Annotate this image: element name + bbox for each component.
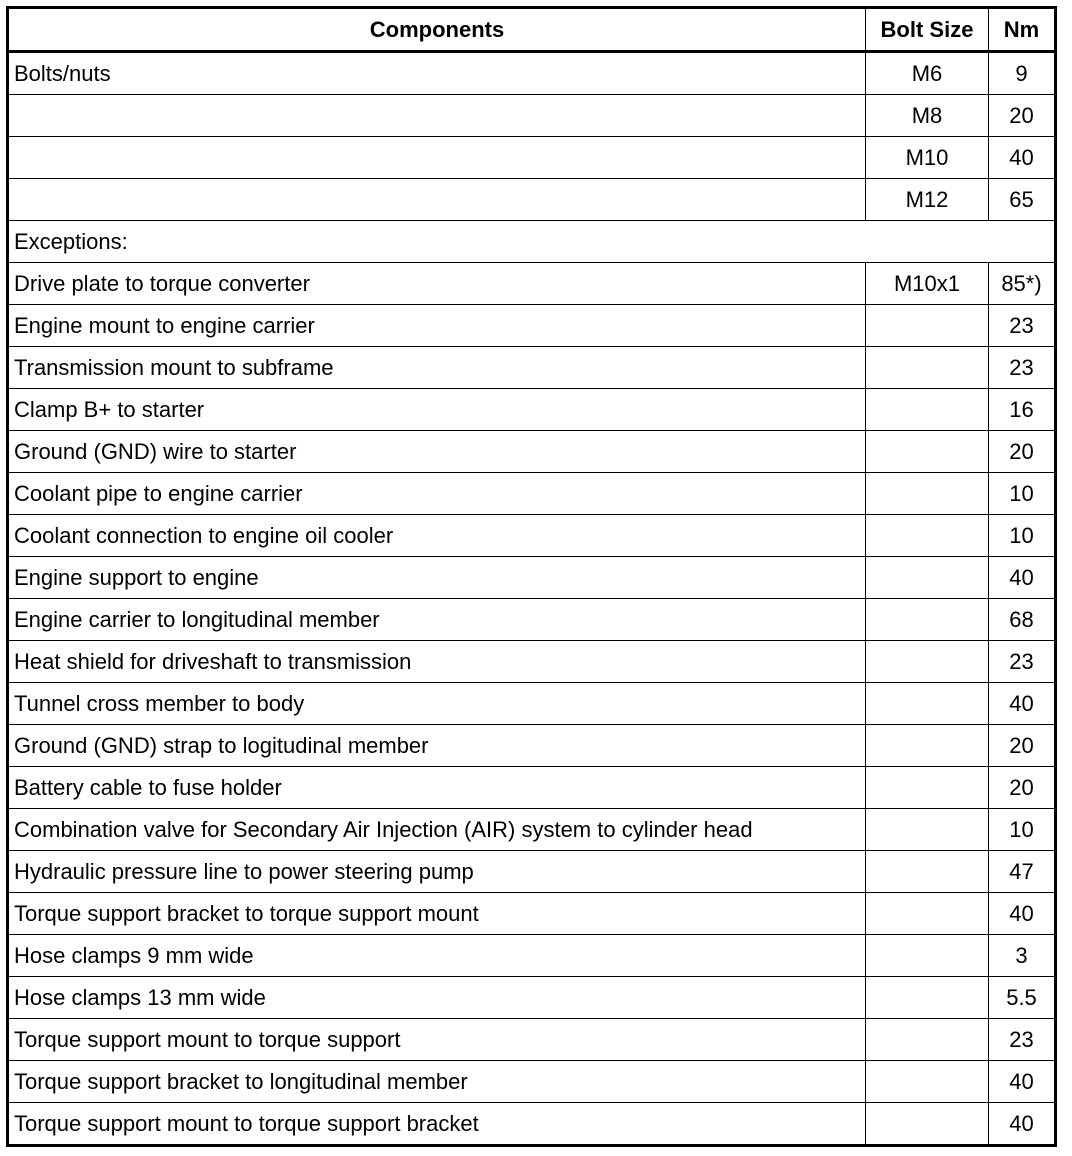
- bolt-size-cell: [866, 557, 989, 599]
- component-cell: Engine carrier to longitudinal member: [8, 599, 866, 641]
- component-cell: Transmission mount to subframe: [8, 347, 866, 389]
- bolt-size-cell: [866, 431, 989, 473]
- table-row: [8, 1061, 1056, 1103]
- bolt-size-cell: M6: [866, 52, 989, 95]
- bolt-size-cell: [866, 1061, 989, 1103]
- table-row: [8, 809, 1056, 851]
- bolt-size-cell: [866, 725, 989, 767]
- header-bolt-size: Bolt Size: [866, 8, 989, 52]
- bolt-size-cell: M10: [866, 137, 989, 179]
- table-row: [8, 52, 1056, 95]
- table-header: [8, 8, 1056, 52]
- table-row: [8, 935, 1056, 977]
- table-row: [8, 1103, 1056, 1146]
- exception-rows: [8, 263, 1056, 1146]
- component-cell: Combination valve for Secondary Air Injection (AIR) system to cylinder head: [8, 809, 866, 851]
- torque-nm-cell: 10: [989, 809, 1056, 851]
- component-cell: Torque support bracket to longitudinal member: [8, 1061, 866, 1103]
- table-row: [8, 851, 1056, 893]
- table-row: [8, 767, 1056, 809]
- component-cell: Ground (GND) wire to starter: [8, 431, 866, 473]
- header-row: [8, 8, 1056, 52]
- bolt-size-cell: M10x1: [866, 263, 989, 305]
- header-nm: Nm: [989, 8, 1056, 52]
- torque-nm-cell: 10: [989, 473, 1056, 515]
- table-row: [8, 305, 1056, 347]
- torque-nm-cell: 20: [989, 767, 1056, 809]
- component-cell: Hose clamps 9 mm wide: [8, 935, 866, 977]
- torque-nm-cell: 40: [989, 1103, 1056, 1146]
- torque-nm-cell: 40: [989, 137, 1056, 179]
- table-row: [8, 683, 1056, 725]
- torque-nm-cell: 3: [989, 935, 1056, 977]
- torque-nm-cell: 20: [989, 95, 1056, 137]
- table-row: [8, 725, 1056, 767]
- torque-nm-cell: 20: [989, 725, 1056, 767]
- torque-specifications-table: [6, 6, 1057, 1147]
- component-cell: Hose clamps 13 mm wide: [8, 977, 866, 1019]
- torque-nm-cell: 23: [989, 305, 1056, 347]
- torque-nm-cell: 40: [989, 1061, 1056, 1103]
- exceptions-label: Exceptions:: [8, 221, 1056, 263]
- component-cell: Coolant connection to engine oil cooler: [8, 515, 866, 557]
- table-row: [8, 263, 1056, 305]
- table-row: [8, 977, 1056, 1019]
- component-cell: Engine mount to engine carrier: [8, 305, 866, 347]
- torque-nm-cell: 40: [989, 893, 1056, 935]
- bolt-size-cell: [866, 599, 989, 641]
- bolt-size-cell: [866, 1019, 989, 1061]
- torque-nm-cell: 65: [989, 179, 1056, 221]
- table-row: [8, 641, 1056, 683]
- bolt-size-cell: [866, 851, 989, 893]
- exceptions-row: [8, 221, 1056, 263]
- table-row: [8, 1019, 1056, 1061]
- bolt-size-cell: [866, 767, 989, 809]
- table-row: [8, 389, 1056, 431]
- component-cell: Ground (GND) strap to logitudinal member: [8, 725, 866, 767]
- component-cell: Bolts/nuts: [8, 52, 866, 95]
- torque-nm-cell: 9: [989, 52, 1056, 95]
- component-cell: Torque support mount to torque support bracket: [8, 1103, 866, 1146]
- component-cell: [8, 95, 866, 137]
- table-row: [8, 893, 1056, 935]
- general-rows: [8, 52, 1056, 221]
- bolt-size-cell: [866, 977, 989, 1019]
- bolt-size-cell: [866, 893, 989, 935]
- torque-nm-cell: 23: [989, 641, 1056, 683]
- bolt-size-cell: [866, 935, 989, 977]
- table-row: [8, 347, 1056, 389]
- table-row: [8, 473, 1056, 515]
- component-cell: Battery cable to fuse holder: [8, 767, 866, 809]
- torque-nm-cell: 23: [989, 347, 1056, 389]
- component-cell: [8, 137, 866, 179]
- bolt-size-cell: [866, 389, 989, 431]
- table-row: [8, 179, 1056, 221]
- component-cell: [8, 179, 866, 221]
- torque-nm-cell: 40: [989, 683, 1056, 725]
- torque-nm-cell: 5.5: [989, 977, 1056, 1019]
- component-cell: Torque support bracket to torque support mount: [8, 893, 866, 935]
- bolt-size-cell: [866, 809, 989, 851]
- torque-nm-cell: 40: [989, 557, 1056, 599]
- component-cell: Heat shield for driveshaft to transmission: [8, 641, 866, 683]
- bolt-size-cell: [866, 515, 989, 557]
- torque-nm-cell: 23: [989, 1019, 1056, 1061]
- component-cell: Engine support to engine: [8, 557, 866, 599]
- table-row: [8, 431, 1056, 473]
- torque-nm-cell: 47: [989, 851, 1056, 893]
- component-cell: Hydraulic pressure line to power steering pump: [8, 851, 866, 893]
- table-row: [8, 515, 1056, 557]
- component-cell: Torque support mount to torque support: [8, 1019, 866, 1061]
- component-cell: Tunnel cross member to body: [8, 683, 866, 725]
- bolt-size-cell: [866, 347, 989, 389]
- bolt-size-cell: [866, 641, 989, 683]
- table-row: [8, 557, 1056, 599]
- torque-nm-cell: 10: [989, 515, 1056, 557]
- component-cell: Coolant pipe to engine carrier: [8, 473, 866, 515]
- torque-nm-cell: 68: [989, 599, 1056, 641]
- bolt-size-cell: M8: [866, 95, 989, 137]
- torque-nm-cell: 20: [989, 431, 1056, 473]
- bolt-size-cell: [866, 683, 989, 725]
- table-row: [8, 95, 1056, 137]
- torque-nm-cell: 85*): [989, 263, 1056, 305]
- component-cell: Clamp B+ to starter: [8, 389, 866, 431]
- torque-nm-cell: 16: [989, 389, 1056, 431]
- table-row: [8, 599, 1056, 641]
- header-components: Components: [8, 8, 866, 52]
- bolt-size-cell: [866, 473, 989, 515]
- bolt-size-cell: [866, 1103, 989, 1146]
- component-cell: Drive plate to torque converter: [8, 263, 866, 305]
- table-row: [8, 137, 1056, 179]
- bolt-size-cell: [866, 305, 989, 347]
- exceptions-section: [8, 221, 1056, 263]
- bolt-size-cell: M12: [866, 179, 989, 221]
